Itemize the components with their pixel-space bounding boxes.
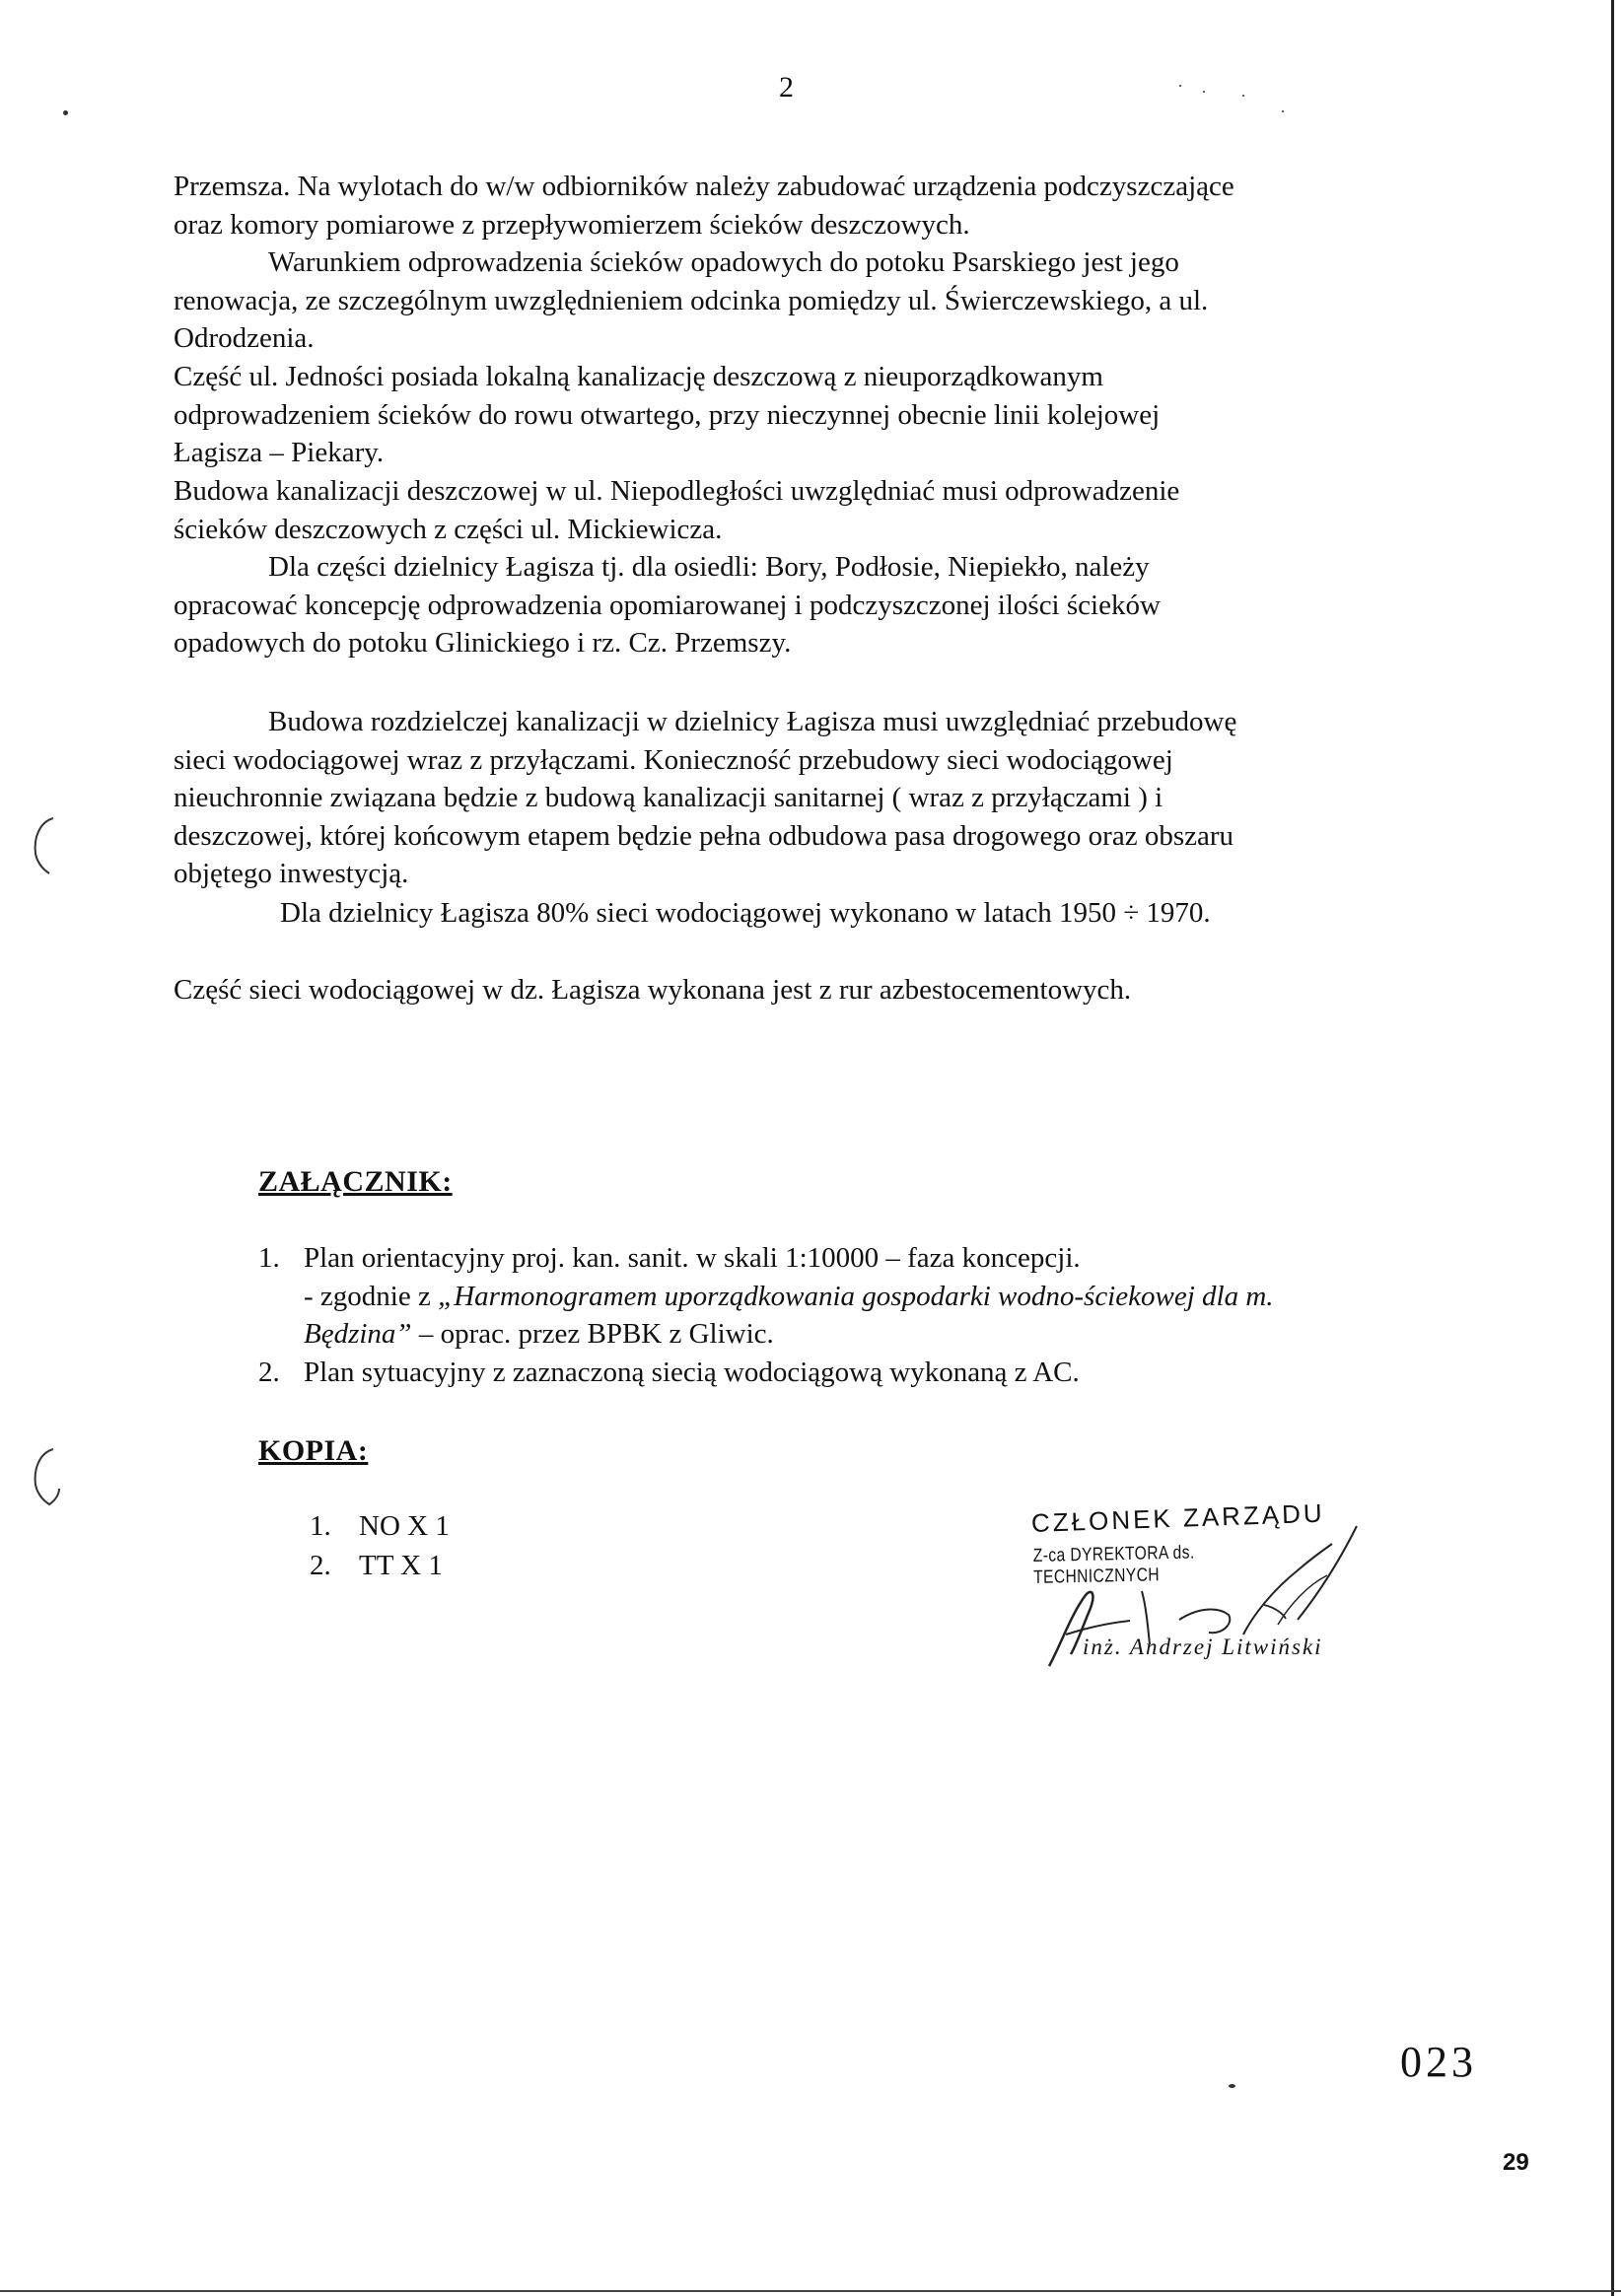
text-line: renowacja, ze szczególnym uwzględnieniem odcinka pomiędzy ul. Świerczewskiego, a ul. <box>174 284 1209 316</box>
list-item-note-cont <box>258 1315 1422 1354</box>
paragraph-4 <box>174 472 1414 548</box>
paragraph-2 <box>174 244 1414 358</box>
text-line: Łagisza – Piekary. <box>174 437 385 468</box>
copies-heading: KOPIA: <box>258 1434 369 1467</box>
paragraph-1 <box>174 168 1414 244</box>
scan-speck <box>1282 110 1284 112</box>
archive-stamp-number: 023 <box>1400 2038 1477 2086</box>
paragraph-3 <box>174 358 1414 472</box>
paragraph-6 <box>174 703 1414 893</box>
text-line: Część ul. Jedności posiada lokalną kanalizację deszczową z nieuporządkowanym <box>174 361 1103 392</box>
text-line: sieci wodociągowej wraz z przyłączami. Konieczność przebudowy sieci wodociągowej <box>174 743 1173 776</box>
folio-number: 29 <box>1503 2149 1529 2176</box>
text-line: odprowadzeniem ścieków do rowu otwartego, przy nieczynnej obecnie linii kolejowej <box>174 398 1161 431</box>
attachments-list <box>258 1239 1422 1391</box>
list-item-text: Plan sytuacyjny z zaznaczoną siecią wodociągową wykonaną z AC. <box>304 1356 1080 1388</box>
copies-list <box>310 1506 450 1585</box>
text-line: ścieków deszczowych z części ul. Mickiewicza. <box>174 513 723 545</box>
list-item-number: 2. <box>310 1550 331 1581</box>
stamp-name: inż. Andrzej Litwiński <box>1083 1635 1323 1659</box>
paragraph-5 <box>174 548 1414 662</box>
text-line: Warunkiem odprowadzenia ścieków opadowych do potoku Psarskiego jest jego <box>268 246 1179 278</box>
text-line: objętego inwestycją. <box>174 858 409 889</box>
scan-speck <box>63 110 68 115</box>
scan-speck <box>1179 85 1181 87</box>
list-item-text: Plan orientacyjny proj. kan. sanit. w skali 1:10000 – faza koncepcji. <box>304 1242 1081 1274</box>
note-suffix: – oprac. przez BPBK z Gliwic. <box>411 1318 774 1350</box>
note-prefix: - zgodnie z <box>304 1280 439 1312</box>
scan-bottom-line <box>0 2290 1621 2292</box>
text-line: opracować koncepcję odprowadzenia opomiarowanej i podczyszczonej ilości ścieków <box>174 589 1161 621</box>
list-item <box>310 1546 450 1585</box>
text-line: Budowa rozdzielczej kanalizacji w dzielnicy Łagisza musi uwzględniać przebudowę <box>268 706 1237 737</box>
page-number: 2 <box>779 71 794 104</box>
stamp-title: CZŁONEK ZARZĄDU <box>1030 1497 1326 1538</box>
scan-speck <box>1203 91 1205 93</box>
list-item <box>258 1239 1422 1278</box>
text-line: opadowych do potoku Glinickiego i rz. Cz. Przemszy. <box>174 627 792 659</box>
stamp-position: Z-ca DYREKTORA ds. TECHNICZNYCH <box>1032 1542 1195 1588</box>
scan-speck <box>1229 2084 1235 2088</box>
text-line: Dla części dzielnicy Łagisza tj. dla osiedli: Bory, Podłosie, Niepiekło, należy <box>268 551 1150 583</box>
scan-edge-line <box>1611 0 1614 2296</box>
list-item <box>258 1354 1422 1392</box>
punch-hole-mark-icon <box>26 1439 65 1518</box>
scan-speck <box>1242 95 1244 97</box>
list-item-number: 2. <box>258 1356 280 1388</box>
text-line: Budowa kanalizacji deszczowej w ul. Niepodległości uwzględniać musi odprowadzenie <box>174 475 1180 507</box>
text-line: Dla dzielnicy Łagisza 80% sieci wodociągowej wykonano w latach 1950 ÷ 1970. <box>280 897 1211 929</box>
text-line: oraz komory pomiarowe z przepływomierzem ścieków deszczowych. <box>174 208 970 241</box>
list-item-text: TT X 1 <box>359 1550 443 1581</box>
text-line: Przemsza. Na wylotach do w/w odbiorników należy zabudować urządzenia podczyszczające <box>174 171 1234 202</box>
note-title: „Harmonogramem uporządkowania gospodarki wodno-ściekowej dla m. <box>438 1280 1274 1312</box>
paragraph-8 <box>174 971 1414 1009</box>
punch-hole-mark-icon <box>26 808 65 887</box>
list-item <box>310 1506 450 1546</box>
list-item-number: 1. <box>310 1510 331 1542</box>
text-line: nieuchronnie związana będzie z budową kanalizacji sanitarnej ( wraz z przyłączami ) i <box>174 782 1163 813</box>
text-line: Odrodzenia. <box>174 322 315 354</box>
text-line: Część sieci wodociągowej w dz. Łagisza wykonana jest z rur azbestocementowych. <box>174 974 1132 1006</box>
list-item-text: NO X 1 <box>359 1510 450 1542</box>
attachments-heading: ZAŁĄCZNIK: <box>258 1165 453 1198</box>
paragraph-7 <box>174 894 1414 933</box>
text-line: deszczowej, której końcowym etapem będzie pełna odbudowa pasa drogowego oraz obszaru <box>174 819 1234 852</box>
list-item-note <box>258 1278 1422 1316</box>
list-item-number: 1. <box>258 1242 280 1274</box>
signature-stamp <box>1031 1496 1367 1674</box>
note-title-cont: Będzina” <box>304 1318 412 1350</box>
